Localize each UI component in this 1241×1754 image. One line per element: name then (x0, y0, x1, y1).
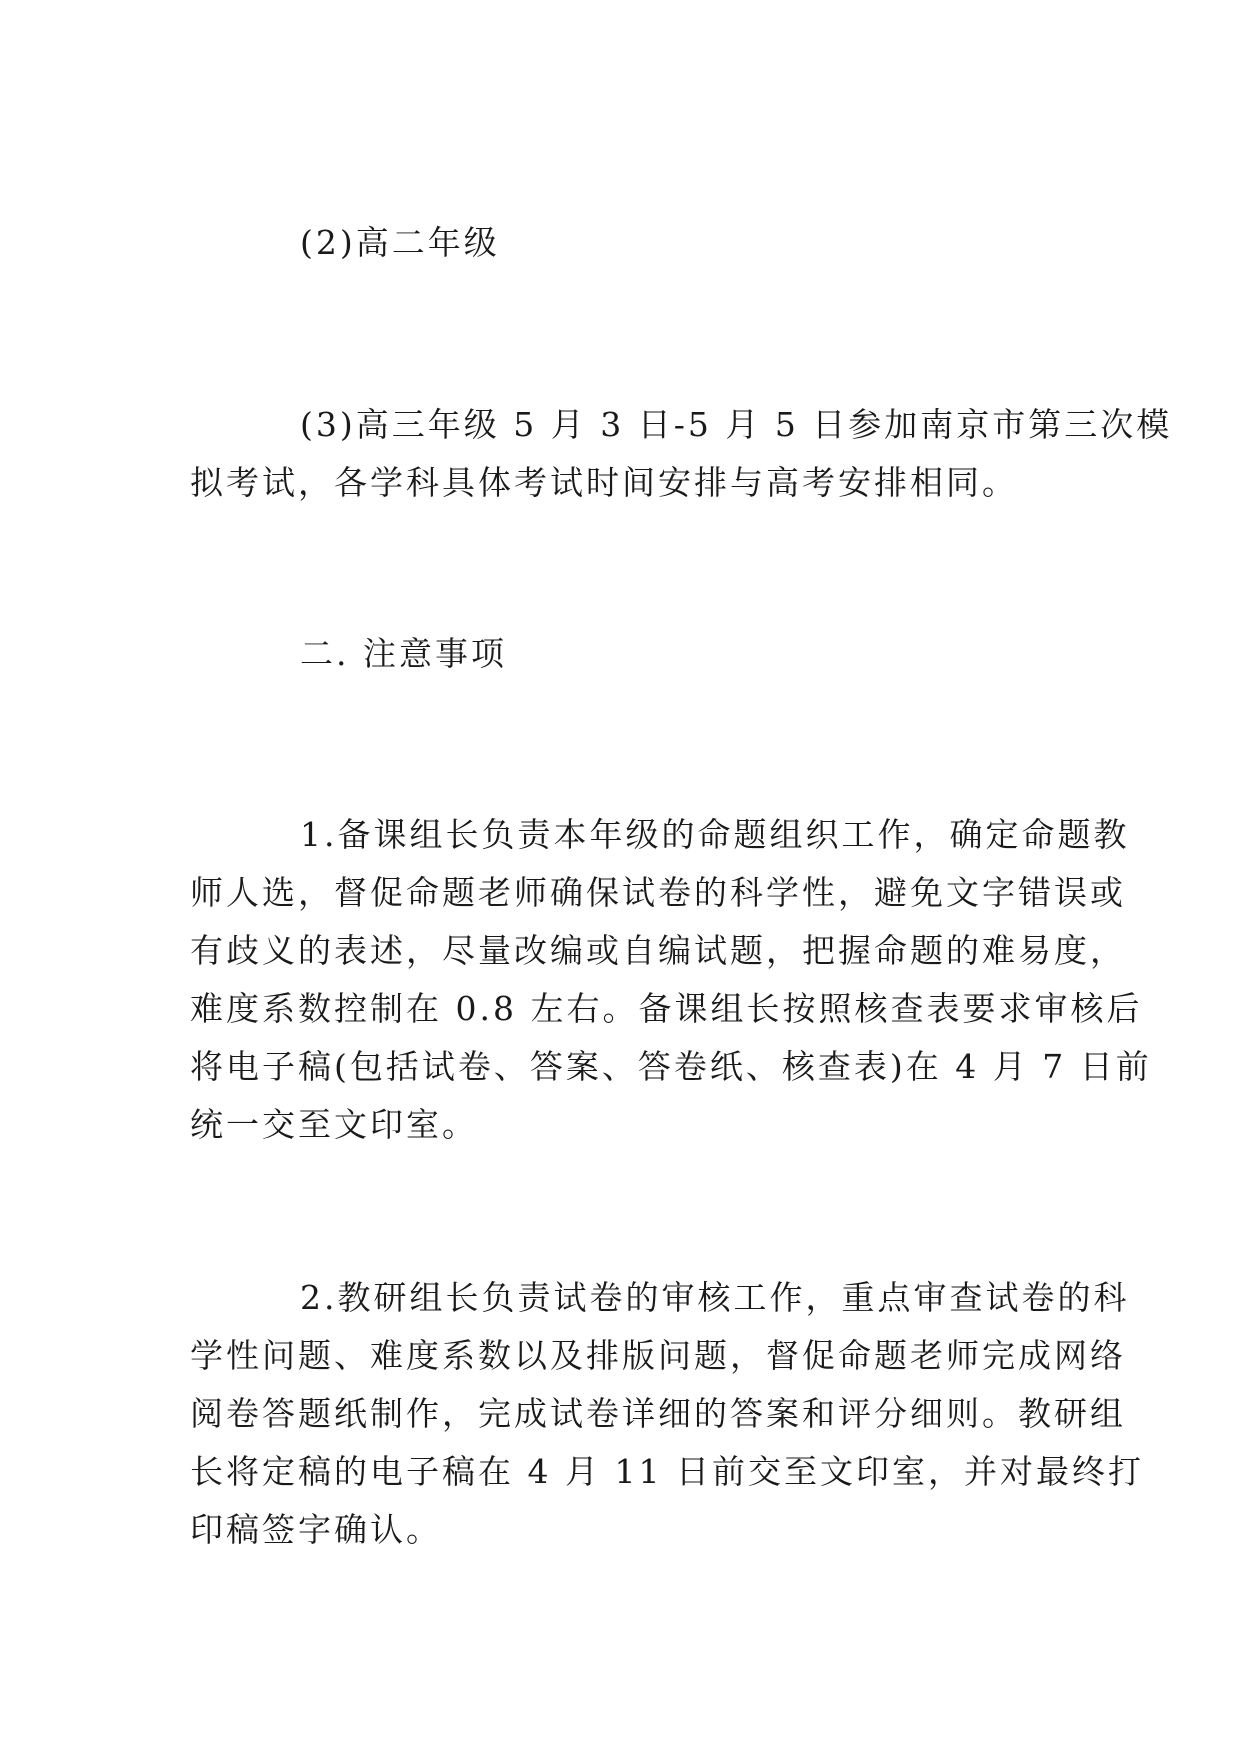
paragraph-line: 拟考试，各学科具体考试时间安排与高考安排相同。 (190, 463, 1018, 502)
paragraph-line: 2.教研组长负责试卷的审核工作，重点审查试卷的科 (300, 1278, 1130, 1317)
item-2-heading (190, 214, 1056, 272)
paragraph-line: 长将定稿的电子稿在 4 月 11 日前交至文印室，并对最终打 (190, 1452, 1144, 1491)
paragraph-line: 师人选，督促命题老师确保试卷的科学性，避免文字错误或 (190, 873, 1126, 912)
item-2-heading-text: (2)高二年级 (300, 223, 500, 262)
paragraph-line: 印稿签字确认。 (190, 1510, 442, 1549)
paragraph-line: 1.备课组长负责本年级的命题组织工作，确定命题教 (300, 815, 1130, 854)
paragraph-line: 有歧义的表述，尽量改编或自编试题，把握命题的难易度， (190, 931, 1126, 970)
paragraph-line: 学性问题、难度系数以及排版问题，督促命题老师完成网络 (190, 1336, 1126, 1375)
paragraph-line: 阅卷答题纸制作，完成试卷详细的答案和评分细则。教研组 (190, 1394, 1126, 1433)
paragraph-line: (3)高三年级 5 月 3 日-5 月 5 日参加南京市第三次模 (300, 405, 1173, 444)
section-2-heading-text: 二. 注意事项 (300, 634, 507, 673)
paragraph-line: 统一交至文印室。 (190, 1105, 478, 1144)
note-2-paragraph (190, 1269, 1144, 1559)
note-1-paragraph (190, 806, 1152, 1154)
section-2-heading (190, 625, 1056, 683)
item-3-paragraph (190, 396, 1173, 512)
paragraph-line: 难度系数控制在 0.8 左右。备课组长按照核查表要求审核后 (190, 989, 1143, 1028)
paragraph-line: 将电子稿(包括试卷、答案、答卷纸、核查表)在 4 月 7 日前 (190, 1047, 1152, 1086)
